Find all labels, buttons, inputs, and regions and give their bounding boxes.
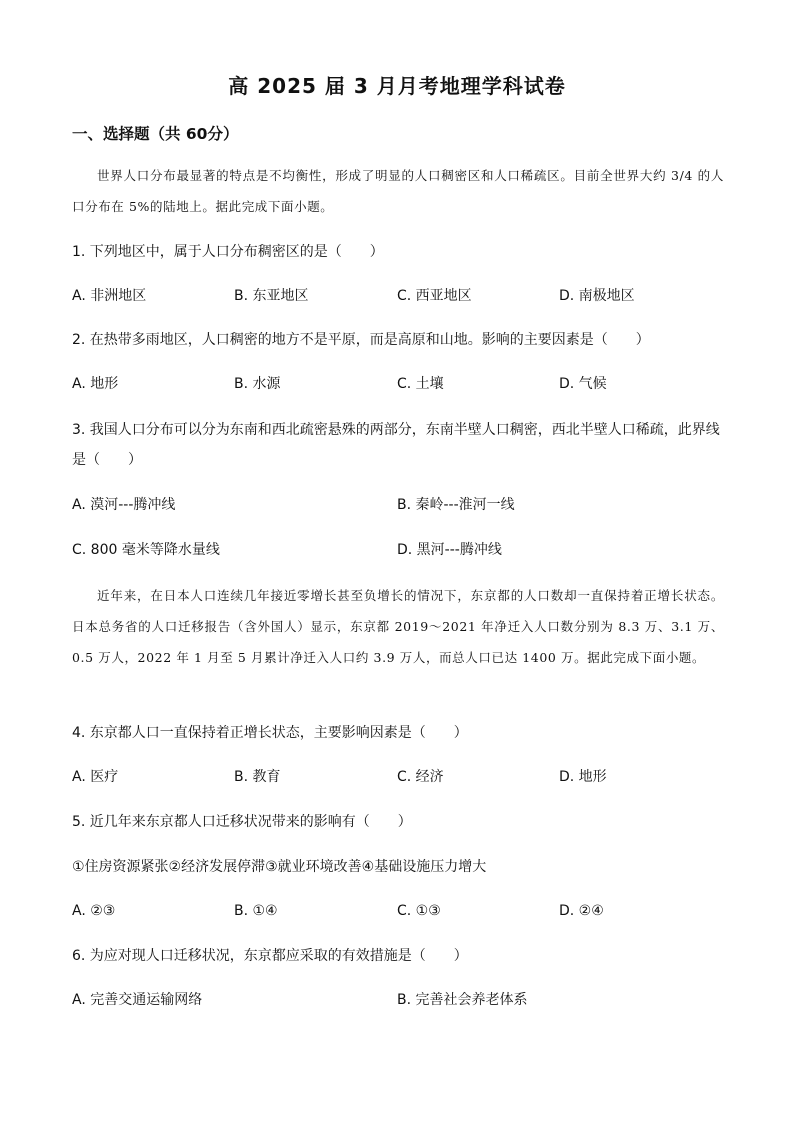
question-4-options: [72, 762, 732, 792]
question-5-option-b: B. ①④: [234, 903, 278, 919]
question-2-stem: 2. 在热带多雨地区，人口稠密的地方不是平原，而是高原和山地。影响的主要因素是（ ）: [72, 332, 650, 348]
question-3-options-row-2: [72, 535, 732, 565]
reading-passage-1: 世界人口分布最显著的特点是不均衡性，形成了明显的人口稠密区和人口稀疏区。目前全世界大约 3/4 的人口分布在 5%的陆地上。据此完成下面小题。: [72, 168, 724, 214]
question-1-stem: 1. 下列地区中，属于人口分布稠密区的是（ ）: [72, 244, 384, 260]
question-2-options: [72, 369, 732, 399]
question-6-option-b: B. 完善社会养老体系: [397, 992, 528, 1008]
question-3-options-row-1: [72, 490, 732, 520]
question-3-stem: 3. 我国人口分布可以分为东南和西北疏密悬殊的两部分，东南半壁人口稠密，西北半壁人口稀疏，此界线是（ ）: [72, 422, 720, 468]
question-1-option-b: B. 东亚地区: [234, 288, 309, 304]
question-3-option-b: B. 秦岭---淮河一线: [397, 497, 515, 513]
question-2-option-c: C. 土壤: [397, 376, 444, 392]
question-1-option-a: A. 非洲地区: [72, 288, 147, 304]
question-2-option-d: D. 气候: [559, 376, 607, 392]
question-6-option-a: A. 完善交通运输网络: [72, 992, 203, 1008]
question-3-option-c: C. 800 毫米等降水量线: [72, 542, 220, 558]
question-5-option-d: D. ②④: [559, 903, 604, 919]
question-3-option-a: A. 漠河---腾冲线: [72, 497, 176, 513]
question-4-option-b: B. 教育: [234, 769, 281, 785]
question-6-options: [72, 985, 732, 1015]
question-4-stem: 4. 东京都人口一直保持着正增长状态，主要影响因素是（ ）: [72, 725, 468, 741]
question-4-option-c: C. 经济: [397, 769, 444, 785]
reading-passage-2: 近年来，在日本人口连续几年接近零增长甚至负增长的情况下，东京都的人口数却一直保持着正增长状态。日本总务省的人口迁移报告（含外国人）显示，东京都 2019～2021 年净迁入人口数分别为 8.3 万、3.1 万、0.5 万人，2022 年 1 月至 5 月累计净迁入人口约 3.9 万人，而总人口已达 1400 万。据此完成下面小题。: [72, 588, 724, 665]
question-4-option-a: A. 医疗: [72, 769, 119, 785]
question-5-option-a: A. ②③: [72, 903, 116, 919]
section-heading: 一、选择题（共 60分）: [72, 125, 239, 143]
page-title: 高 2025 届 3 月月考地理学科试卷: [228, 74, 566, 98]
question-5-option-c: C. ①③: [397, 903, 441, 919]
question-1-option-d: D. 南极地区: [559, 288, 635, 304]
question-1-options: [72, 281, 732, 311]
question-2-option-b: B. 水源: [234, 376, 281, 392]
question-3-option-d: D. 黑河---腾冲线: [397, 542, 502, 558]
question-5-stem: 5. 近几年来东京都人口迁移状况带来的影响有（ ）: [72, 814, 412, 830]
question-1-option-c: C. 西亚地区: [397, 288, 472, 304]
question-6-stem: 6. 为应对现人口迁移状况，东京都应采取的有效措施是（ ）: [72, 948, 468, 964]
question-4-option-d: D. 地形: [559, 769, 607, 785]
question-2-option-a: A. 地形: [72, 376, 119, 392]
question-5-options: [72, 896, 732, 926]
question-5-statements: ①住房资源紧张②经济发展停滞③就业环境改善④基础设施压力增大: [72, 859, 487, 875]
